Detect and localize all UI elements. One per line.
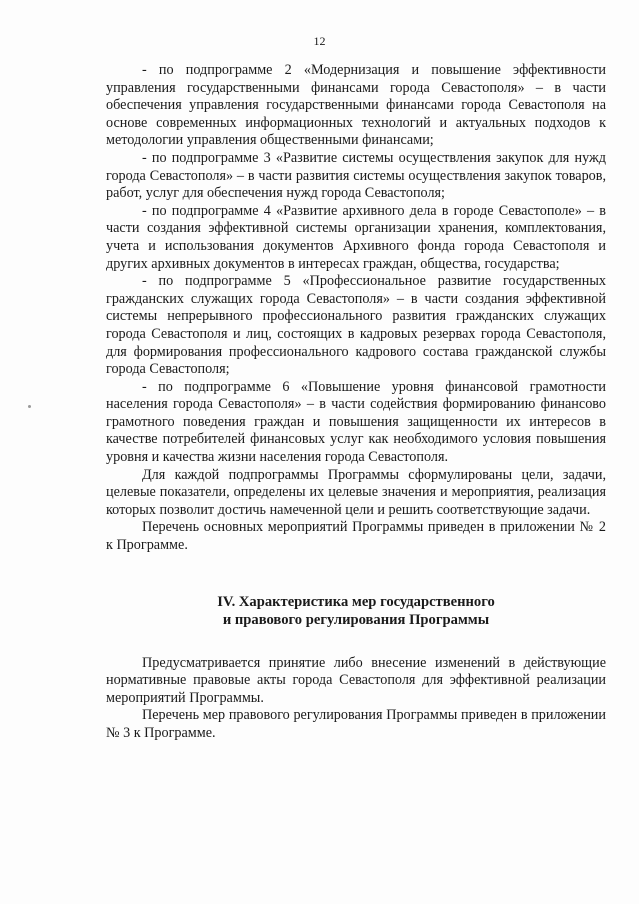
paragraph-subprogram-6: - по подпрограмме 6 «Повышение уровня финансовой грамотности населения города Севастополя» – в части содействия формированию финансово грамотного поведения граждан и повышения защищенности их интересов в качестве потребителей финансовых услуг как необходимого условия повышения уровня и качества жизни населения города Севастополя. [106, 378, 606, 466]
paragraph-subprogram-5: - по подпрограмме 5 «Профессиональное развитие государственных гражданских служащих города Севастополя» – в части создания эффективной системы непрерывного профессионального развития гражданских служащих города Севастополя и лиц, состоящих в кадровых резервах города Севастополя, для формирования профессионального кадрового состава гражданской службы города Севастополя; [106, 273, 606, 378]
paragraph-legal-acts: Предусматривается принятие либо внесение изменений в действующие нормативные правовые акты города Севастополя для эффективной реализации мероприятий Программы. [106, 654, 606, 706]
paragraph-subprogram-4: - по подпрограмме 4 «Развитие архивного дела в городе Севастополе» – в части создания эффективной системы организации хранения, комплектования, учета и использования документов Архивного фонда города Севастополя и других архивных документов в интересах граждан, общества, государства; [106, 202, 606, 272]
document-body [106, 62, 606, 743]
paragraph-goals: Для каждой подпрограммы Программы сформулированы цели, задачи, целевые показатели, определены их целевые значения и мероприятия, реализация которых позволит достичь намеченной цели и решить соответствующие задачи. [106, 466, 606, 518]
paragraph-subprogram-2: - по подпрограмме 2 «Модернизация и повышение эффективности управления государственными финансами города Севастополя» – в части обеспечения управления государственными финансами города Севастополя на основе современных информационных технологий и актуальных подходов к методологии управления общественными финансами; [106, 62, 606, 149]
section-heading-line-1: IV. Характеристика мер государственного [217, 593, 495, 610]
section-heading [106, 593, 606, 629]
margin-speck [28, 405, 31, 408]
section-heading-line-2: и правового регулирования Программы [222, 611, 490, 628]
paragraph-subprogram-3: - по подпрограмме 3 «Развитие системы осуществления закупок для нужд города Севастополя» – в части развития системы осуществления закупок товаров, работ, услуг для обеспечения нужд города Севастополя; [106, 149, 606, 202]
paragraph-appendix-3: Перечень мер правового регулирования Программы приведен в приложении № 3 к Программе. [106, 707, 606, 741]
page-number: 12 [313, 34, 326, 48]
paragraph-appendix-2: Перечень основных мероприятий Программы приведен в приложении № 2 к Программе. [106, 519, 606, 554]
